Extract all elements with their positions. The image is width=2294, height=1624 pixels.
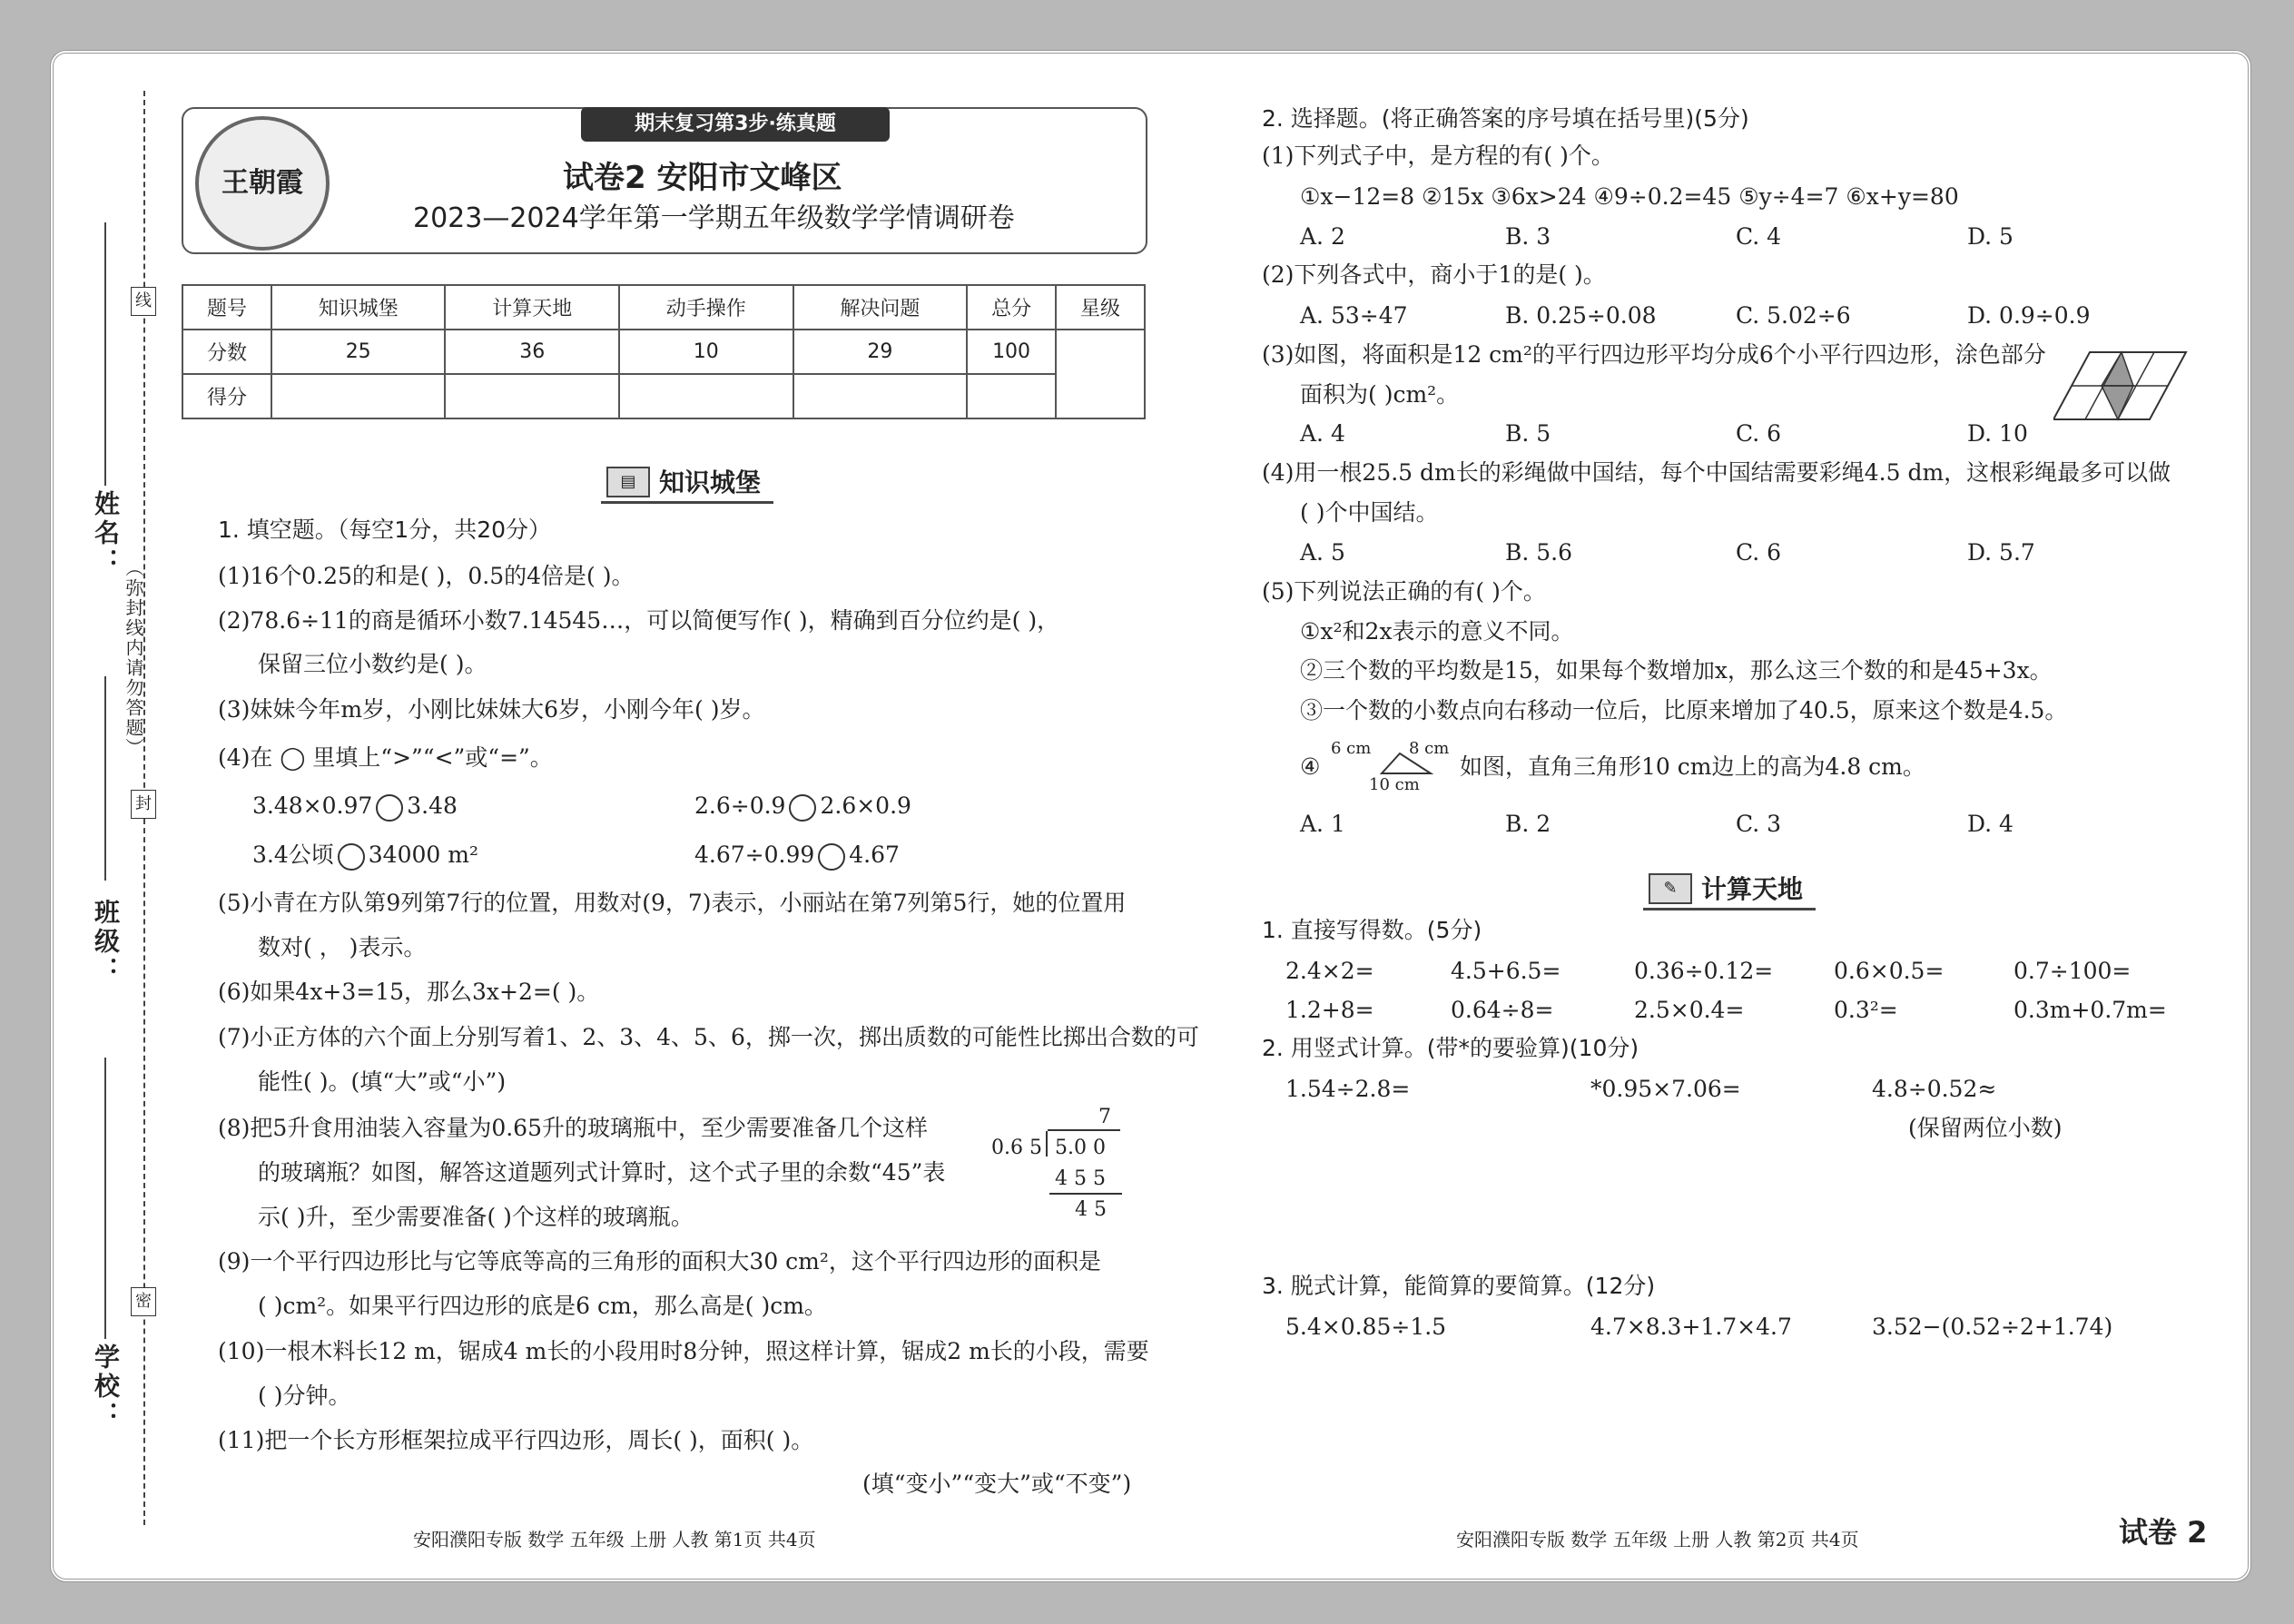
expr-left: 3.48×0.97 [252,792,373,819]
c1-item: 0.64÷8= [1451,997,1554,1023]
table-cell: 25 [271,330,446,374]
q1-8a: (8)把5升食用油装入容量为0.65升的玻璃瓶中，至少需要准备几个这样 [218,1115,928,1141]
table-cell: 解决问题 [793,285,968,330]
div-divisor: 0.6 5 [991,1137,1042,1159]
header-tag: 期末复习第3步·练真题 [581,107,890,142]
table-cell: 星级 [1056,285,1145,330]
q2-5-opt-d[interactable]: D. 4 [1967,811,2013,837]
q2-3a: (3)如图，将面积是12 cm²的平行四边形平均分成6个小平行四边形，涂色部分 [1262,341,2046,368]
long-division-figure [991,1106,1127,1224]
score-input-cell[interactable] [793,374,968,418]
q1-4-item [694,842,900,871]
compare-circle[interactable] [338,843,365,871]
star-cell[interactable] [1056,330,1145,418]
q2-title: 2. 选择题。(将正确答案的序号填在括号里)(5分) [1262,105,1749,132]
q2-1: (1)下列式子中，是方程的有( )个。 [1262,143,1614,169]
footer-left: 安阳濮阳专版 数学 五年级 上册 人教 第1页 共4页 [413,1529,816,1550]
score-input-cell[interactable] [271,374,446,418]
compare-circle[interactable] [818,843,845,871]
q1-9b: ( )cm²。如果平行四边形的底是6 cm，那么高是( )cm。 [258,1293,827,1319]
q1-4-item [252,842,478,871]
q2-5-opt-a[interactable]: A. 1 [1300,811,1345,837]
table-cell: 10 [619,330,793,374]
paper-number: 试卷 2 [2119,1515,2208,1550]
seal-mark-mi: 密 [131,1287,156,1316]
q1-11: (11)把一个长方形框架拉成平行四边形，周长( )，面积( )。 [218,1427,814,1453]
q1-3: (3)妹妹今年m岁，小刚比妹妹大6岁，小刚今年( )岁。 [218,696,765,723]
triangle-side-c: 10 cm [1369,775,1420,794]
table-cell: 100 [967,330,1056,374]
expr-left: 3.4公顷 [252,842,334,868]
q2-3-opt-a[interactable]: A. 4 [1300,420,1345,447]
q1-4-item [694,792,911,822]
score-input-cell[interactable] [445,374,619,418]
c1-item: 4.5+6.5= [1451,958,1561,984]
c2-title: 2. 用竖式计算。(带*的要验算)(10分) [1262,1035,1639,1061]
div-bracket [1046,1131,1048,1156]
q2-4b: ( )个中国结。 [1300,499,1439,526]
q2-3-opt-b[interactable]: B. 5 [1505,420,1551,447]
q2-2-opt-d[interactable]: D. 0.9÷0.9 [1967,302,2091,329]
expr-right: 2.6×0.9 [820,792,911,819]
table-cell: 29 [793,330,968,374]
section-label: 知识城堡 [659,468,762,497]
q2-1-opt-b[interactable]: B. 3 [1505,223,1551,250]
expr-left: 4.67÷0.99 [694,842,815,868]
c2-note: (保留两位小数) [1908,1115,2063,1141]
div-quotient: 7 [1098,1106,1111,1128]
c3-item: 4.7×8.3+1.7×4.7 [1590,1314,1792,1340]
q1-7b: 能性( )。(填“大”或“小”) [258,1068,507,1095]
c2-item: 4.8÷0.52≈ [1872,1076,1997,1102]
c3-title: 3. 脱式计算，能简算的要简算。(12分) [1262,1273,1656,1299]
q2-5-opt-b[interactable]: B. 2 [1505,811,1551,837]
table-cell: 分数 [182,330,271,374]
div-product: 4 5 5 [1055,1167,1106,1190]
q2-4a: (4)用一根25.5 dm长的彩绳做中国结，每个中国结需要彩绳4.5 dm，这根彩绳最多可以做 [1262,459,2171,486]
q2-5-iv: 如图，直角三角形10 cm边上的高为4.8 cm。 [1460,753,1925,780]
q1-8c: 示( )升，至少需要准备( )个这样的玻璃瓶。 [258,1204,694,1230]
section-title-calculation [1643,870,1816,910]
q2-3-opt-c[interactable]: C. 6 [1736,420,1782,447]
expr-left: 2.6÷0.9 [694,792,786,819]
q1-11-note: (填“变小”“变大”或“不变”) [862,1471,1132,1497]
q2-5-iv-num: ④ [1300,753,1321,780]
q2-2-opt-a[interactable]: A. 53÷47 [1300,302,1408,329]
q2-3-opt-d[interactable]: D. 10 [1967,420,2028,447]
q1-5b: 数对( ， )表示。 [258,934,427,960]
div-bar [1048,1129,1120,1131]
q1-4-item [252,792,458,822]
c3-item: 3.52−(0.52÷2+1.74) [1872,1314,2113,1340]
table-cell: 动手操作 [619,285,793,330]
q2-5-ii: ②三个数的平均数是15，如果每个数增加x，那么这三个数的和是45+3x。 [1300,657,2053,684]
c2-item: 1.54÷2.8= [1285,1076,1411,1102]
table-cell: 总分 [967,285,1056,330]
c1-title: 1. 直接写得数。(5分) [1262,917,1482,943]
compare-circle[interactable] [376,794,403,822]
brand-logo: 王朝霞 [195,116,330,251]
table-cell: 知识城堡 [271,285,446,330]
triangle-figure [1327,737,1463,795]
section-label: 计算天地 [1701,874,1804,904]
div-line [1049,1193,1122,1195]
q1-8b: 的玻璃瓶？如图，解答这道题列式计算时，这个式子里的余数“45”表 [258,1159,946,1186]
score-got-row [182,374,1145,418]
c1-item: 0.3²= [1834,997,1898,1023]
exam-title: 试卷2 安阳市文峰区 [563,160,842,196]
q2-5-i: ①x²和2x表示的意义不同。 [1300,618,1574,645]
table-cell: 36 [445,330,619,374]
c1-item: 2.4×2= [1285,958,1374,984]
score-full-row [182,330,1145,374]
q1-5a: (5)小青在方队第9列第7行的位置，用数对(9，7)表示，小丽站在第7列第5行，她的位置用 [218,890,1127,916]
class-line [104,676,106,881]
c1-item: 1.2+8= [1285,997,1374,1023]
name-label: 姓名： [91,490,121,577]
q2-2-opt-c[interactable]: C. 5.02÷6 [1736,302,1851,329]
book-icon: ▤ [606,467,650,497]
q2-5: (5)下列说法正确的有( )个。 [1262,578,1546,605]
score-input-cell[interactable] [619,374,793,418]
q2-2: (2)下列各式中，商小于1的是( )。 [1262,261,1606,288]
q2-4-opt-b[interactable]: B. 5.6 [1505,539,1573,566]
score-table [182,284,1146,419]
c1-item: 0.3m+0.7m= [2013,997,2167,1023]
parallelogram-figure [2053,349,2188,423]
exam-subtitle: 2023—2024学年第一学期五年级数学学情调研卷 [413,202,1015,234]
q1-10a: (10)一根木料长12 m，锯成4 m长的小段用时8分钟，照这样计算，锯成2 m长的小段，需要 [218,1338,1149,1364]
expr-right: 4.67 [849,842,900,868]
section-title-knowledge [601,463,773,504]
c1-item: 0.7÷100= [2013,958,2132,984]
q2-5-opt-c[interactable]: C. 3 [1736,811,1782,837]
c2-item: *0.95×7.06= [1590,1076,1741,1102]
school-label: 学校： [91,1343,121,1431]
triangle-side-b: 8 cm [1409,739,1450,758]
q1-7a: (7)小正方体的六个面上分别写着1、2、3、4、5、6，掷一次，掷出质数的可能性比掷出合数的可 [218,1024,1199,1050]
seal-mark-xian: 线 [131,287,156,316]
q2-1-items: ①x−12=8 ②15x ③6x>24 ④9÷0.2=45 ⑤y÷4=7 ⑥x+y=80 [1300,183,1959,210]
q2-2-opt-b[interactable]: B. 0.25÷0.08 [1505,302,1657,329]
c1-item: 0.6×0.5= [1834,958,1944,984]
score-header-row [182,285,1145,330]
q2-4-opt-d[interactable]: D. 5.7 [1967,539,2035,566]
q2-4-opt-a[interactable]: A. 5 [1300,539,1345,566]
table-cell: 计算天地 [445,285,619,330]
score-input-cell[interactable] [967,374,1056,418]
triangle-side-a: 6 cm [1331,739,1372,758]
expr-right: 3.48 [407,792,458,819]
footer-right: 安阳濮阳专版 数学 五年级 上册 人教 第2页 共4页 [1456,1529,1859,1550]
q2-1-opt-a[interactable]: A. 2 [1300,223,1345,250]
q2-3b: 面积为( )cm²。 [1300,381,1460,408]
seal-mark-feng: 封 [131,790,156,819]
q2-1-opt-c[interactable]: C. 4 [1736,223,1782,250]
div-remainder: 4 5 [1075,1198,1107,1221]
q2-1-opt-d[interactable]: D. 5 [1967,223,2013,250]
expr-right: 34000 m² [368,842,478,868]
compare-circle[interactable] [789,794,816,822]
div-dividend: 5.0 0 [1055,1137,1106,1159]
q2-5-iii: ③一个数的小数点向右移动一位后，比原来增加了40.5，原来这个数是4.5。 [1300,697,2068,723]
c3-item: 5.4×0.85÷1.5 [1285,1314,1447,1340]
q1-10b: ( )分钟。 [258,1383,351,1409]
q1-4: (4)在 ◯ 里填上“>”“<”或“=”。 [218,744,553,771]
c1-item: 0.36÷0.12= [1634,958,1774,984]
q1-title: 1. 填空题。（每空1分，共20分） [218,517,552,543]
q1-2b: 保留三位小数约是( )。 [258,651,487,677]
class-label: 班级： [91,899,121,986]
q1-6: (6)如果4x+3=15，那么3x+2=( )。 [218,979,600,1005]
pencil-icon: ✎ [1649,873,1692,904]
table-cell: 得分 [182,374,271,418]
seal-note: （弥封线内请勿答题） [123,558,144,758]
q1-1: (1)16个0.25的和是( )，0.5的4倍是( )。 [218,563,635,589]
q1-2a: (2)78.6÷11的商是循环小数7.14545…，可以简便写作( )，精确到百分位约是( )， [218,607,1060,634]
name-line [104,222,106,486]
table-cell: 题号 [182,285,271,330]
q1-9a: (9)一个平行四边形比与它等底等高的三角形的面积大30 cm²，这个平行四边形的面积是 [218,1248,1101,1275]
school-line [104,1058,106,1339]
c1-item: 2.5×0.4= [1634,997,1745,1023]
q2-4-opt-c[interactable]: C. 6 [1736,539,1782,566]
